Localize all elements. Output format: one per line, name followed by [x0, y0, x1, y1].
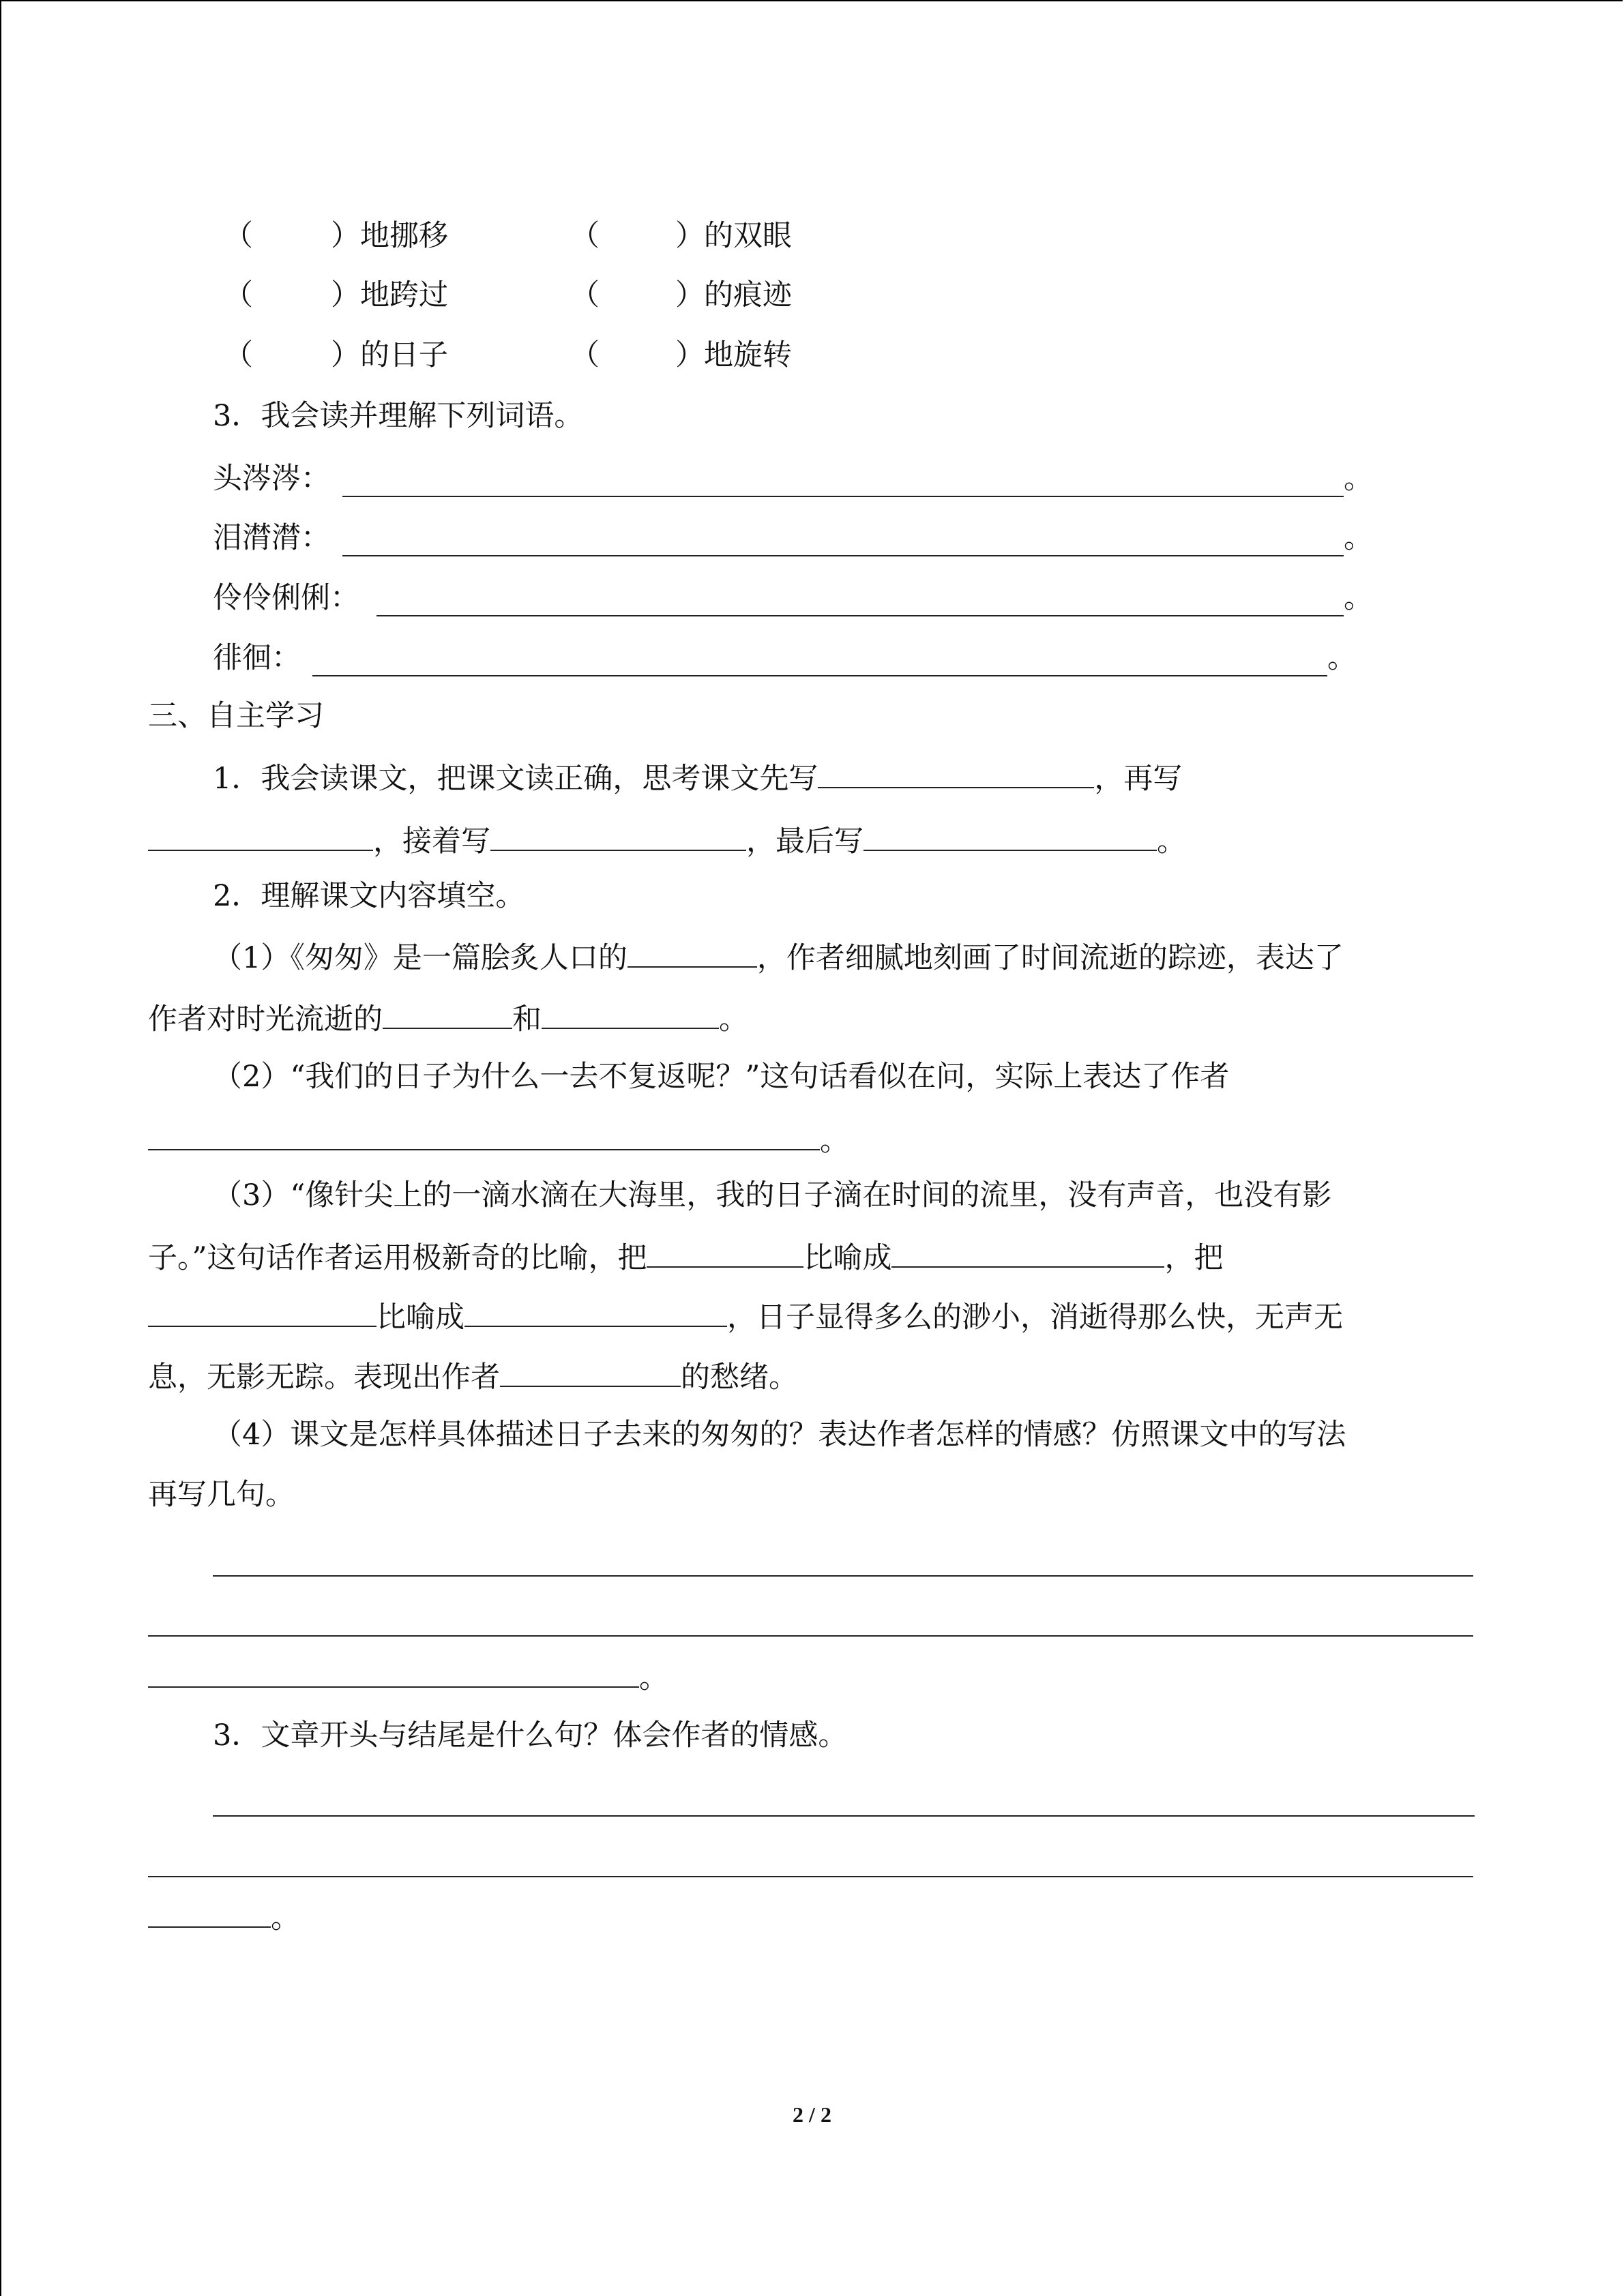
fill-right-2: 的痕迹: [704, 278, 792, 312]
period: 。: [1344, 581, 1373, 615]
answer-line: [342, 555, 1344, 556]
answer-blank: [148, 1895, 271, 1928]
q2-s3-text-d: ，把: [1164, 1241, 1224, 1275]
paren-close: ）: [331, 219, 360, 253]
answer-line: [213, 1815, 1475, 1817]
fill-right-3: 地旋转: [704, 338, 792, 372]
answer-blank: [647, 1235, 803, 1268]
answer-blank: [148, 1294, 377, 1327]
q1-text-1: 1．我会读课文，把课文读正确，思考课文先写: [213, 762, 818, 796]
q1-text-4: ，最后写: [746, 824, 863, 859]
q2-s3-text-h: 的愁绪。: [681, 1360, 798, 1395]
vocab-title: 3．我会读并理解下列词语。: [213, 399, 584, 433]
section-heading: 三、自主学习: [148, 699, 324, 733]
answer-blank: [542, 996, 719, 1029]
period: 。: [1344, 462, 1373, 496]
answer-line: [377, 615, 1344, 616]
answer-blank: [891, 1235, 1164, 1268]
q2-s4-line-2: 再写几句。: [148, 1478, 295, 1512]
q2-s3-line-1: （3）“像针尖上的一滴水滴在大海里，我的日子滴在时间的流里，没有声音，也没有影: [213, 1178, 1332, 1212]
answer-blank: [500, 1354, 681, 1387]
paren-close: ）: [331, 338, 360, 372]
q2-s1-line-2: [148, 996, 748, 1037]
q3-end: 。: [271, 1901, 300, 1935]
q2-s1-text-a: （1）《匆匆》是一篇脍炙人口的: [213, 941, 628, 975]
q2-s3-text-f: ，日子显得多么的渺小，消逝得那么快，无声无: [727, 1300, 1343, 1335]
fill-left-2: 地跨过: [360, 278, 448, 312]
answer-blank: [818, 756, 1094, 788]
q2-s1-text-e: 。: [719, 1002, 748, 1037]
page-number: 2 / 2: [793, 2102, 831, 2127]
fill-right-1: 的双眼: [704, 219, 792, 253]
q2-s3-line-3: [148, 1294, 1343, 1335]
period: 。: [1327, 641, 1357, 675]
q2-s2-end: 。: [820, 1124, 849, 1158]
fill-left-1: 地挪移: [360, 219, 448, 253]
q2-s2-line-1: （2）“我们的日子为什么一去不复返呢？”这句话看似在问，实际上表达了作者: [213, 1060, 1230, 1094]
answer-line: [342, 496, 1344, 497]
q1-text-5: 。: [1157, 824, 1186, 859]
vocab-word-3: 伶伶俐俐：: [213, 581, 359, 615]
q2-s1-text-b: ，作者细腻地刻画了时间流逝的踪迹，表达了: [756, 941, 1344, 975]
q3-title: 3．文章开头与结尾是什么句？体会作者的情感。: [213, 1718, 848, 1753]
q2-s3-line-2: [148, 1235, 1223, 1276]
q2-title: 2．理解课文内容填空。: [213, 879, 525, 913]
paren-open: （: [224, 338, 253, 372]
answer-blank: [148, 818, 373, 851]
q2-s3-text-c: 比喻成: [803, 1241, 892, 1275]
q1-line-2: [148, 818, 1186, 859]
paren-close: ）: [331, 278, 360, 312]
paren-close: ）: [675, 219, 705, 253]
vocab-word-4: 徘徊：: [213, 641, 301, 675]
q2-s2-line-2: [148, 1118, 849, 1159]
q2-s4-end: 。: [639, 1661, 668, 1695]
paren-open: （: [224, 278, 253, 312]
answer-blank: [490, 818, 746, 851]
q1-text-3: ，接着写: [373, 824, 490, 859]
q2-s1-line-1: [213, 935, 1344, 976]
fill-left-3: 的日子: [360, 338, 448, 372]
q2-s1-text-d: 和: [512, 1002, 542, 1037]
q1-text-2: ，再写: [1094, 762, 1183, 796]
q2-s3-text-g: 息，无影无踪。表现出作者: [148, 1360, 500, 1395]
q2-s3-text-e: 比喻成: [377, 1300, 464, 1335]
answer-blank: [863, 818, 1157, 851]
period: 。: [1344, 521, 1373, 555]
paren-open: （: [570, 278, 600, 312]
answer-blank: [383, 996, 512, 1029]
answer-line: [312, 675, 1327, 676]
paren-open: （: [570, 338, 600, 372]
paren-close: ）: [675, 278, 705, 312]
q2-s3-text-b: 子。”这句话作者运用极新奇的比喻，把: [148, 1241, 647, 1275]
q2-s4-line-1: （4）课文是怎样具体描述日子去来的匆匆的？表达作者怎样的情感？仿照课文中的写法: [213, 1418, 1346, 1452]
q2-s1-text-c: 作者对时光流逝的: [148, 1002, 383, 1037]
q1-line-1: [213, 756, 1182, 796]
paren-open: （: [224, 219, 253, 253]
answer-blank: [148, 1118, 820, 1150]
answer-line: [148, 1635, 1473, 1637]
paren-close: ）: [675, 338, 705, 372]
answer-blank: [464, 1294, 727, 1327]
q2-s4-last-line: [148, 1655, 668, 1696]
answer-line: [148, 1876, 1473, 1877]
q2-s3-line-4: [148, 1354, 798, 1395]
vocab-word-2: 泪潸潸：: [213, 521, 330, 555]
vocab-word-1: 头涔涔：: [213, 462, 330, 496]
answer-line: [213, 1575, 1473, 1577]
q3-last-line: [148, 1895, 300, 1936]
paren-open: （: [570, 219, 600, 253]
answer-blank: [148, 1655, 639, 1688]
answer-blank: [628, 935, 757, 968]
